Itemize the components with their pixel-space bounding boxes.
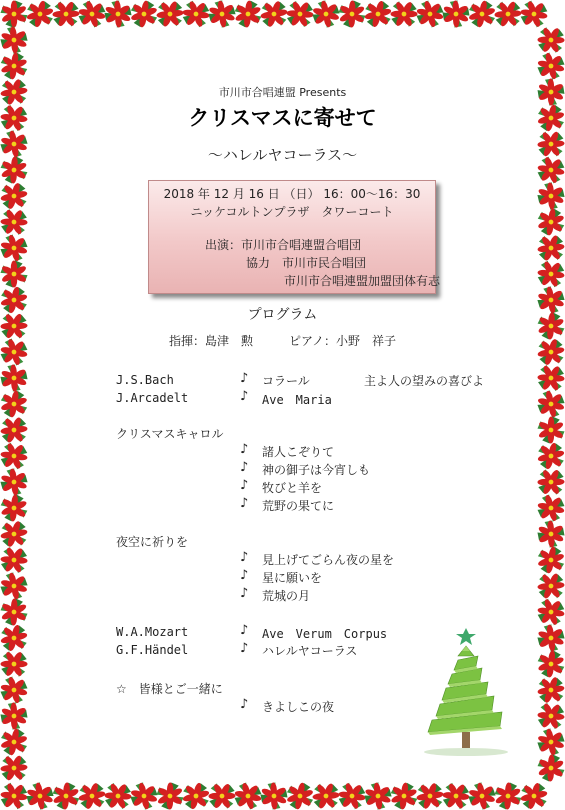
program-song-title: 見上げてごらん夜の星を <box>262 553 395 567</box>
poinsettia-icon <box>532 619 565 657</box>
poinsettia-icon <box>532 177 565 215</box>
music-note-icon: ♪ <box>240 442 249 457</box>
poinsettia-icon <box>0 203 33 240</box>
organizer-line: 市川市合唱連盟 Presents <box>218 86 347 99</box>
program-heading: プログラム <box>247 307 318 323</box>
poinsettia-icon <box>257 0 292 31</box>
poinsettia-icon <box>233 0 263 29</box>
program-left-label: 夜空に祈りを <box>116 535 189 549</box>
poinsettia-icon <box>466 0 498 30</box>
poinsettia-icon <box>75 779 109 810</box>
poinsettia-icon <box>152 0 188 32</box>
poinsettia-icon <box>0 0 27 27</box>
poinsettia-icon <box>0 493 29 523</box>
poinsettia-icon <box>333 777 371 810</box>
cooperation-line: 協力 市川市民合唱団 <box>246 256 367 270</box>
poinsettia-icon <box>0 726 30 758</box>
poinsettia-icon <box>532 515 565 552</box>
music-note-icon: ♪ <box>240 697 249 712</box>
poinsettia-icon <box>389 781 419 810</box>
poinsettia-icon <box>494 782 522 810</box>
poinsettia-icon <box>359 777 397 810</box>
poinsettia-icon <box>533 230 565 266</box>
poinsettia-icon <box>490 0 526 32</box>
poinsettia-icon <box>308 778 344 810</box>
cooperation-line-2: 市川市合唱連盟加盟団体有志 <box>284 274 441 288</box>
poinsettia-icon <box>537 754 565 782</box>
poinsettia-icon <box>0 260 27 287</box>
music-note-icon: ♪ <box>240 478 249 493</box>
music-note-icon: ♪ <box>240 568 249 583</box>
poinsettia-icon <box>0 750 32 786</box>
program-song-title: Ave Maria <box>262 393 332 407</box>
christmas-tree-icon <box>418 622 523 757</box>
event-datetime: 2018 年 12 月 16 日 （日） 16：00～16：30 <box>163 187 421 201</box>
poinsettia-icon <box>535 206 565 237</box>
poinsettia-icon <box>338 0 366 28</box>
poinsettia-icon <box>532 723 565 761</box>
event-venue: ニッケコルトンプラザ タワーコート <box>190 205 394 219</box>
poinsettia-icon <box>0 777 33 810</box>
poinsettia-icon <box>535 544 565 576</box>
poinsettia-icon <box>0 437 33 475</box>
poinsettia-icon <box>517 779 551 810</box>
music-note-icon: ♪ <box>240 641 249 656</box>
program-song-title: コラール <box>262 374 310 388</box>
poinsettia-icon <box>0 671 33 709</box>
program-song-title: 荒城の月 <box>262 589 311 603</box>
poinsettia-icon <box>361 0 395 31</box>
program-song-title: Ave Verum Corpus <box>262 627 388 641</box>
poinsettia-icon <box>0 541 33 579</box>
poinsettia-icon <box>51 781 80 810</box>
performer-line: 出演：市川市合唱連盟合唱団 <box>205 238 362 252</box>
program-song-title: 荒野の果てに <box>262 499 335 513</box>
program-left-label: ☆ 皆様とご一緒に <box>116 682 223 696</box>
poinsettia-icon <box>533 568 565 604</box>
poinsettia-icon <box>0 179 31 213</box>
poinsettia-icon <box>156 782 184 810</box>
poinsettia-icon <box>537 416 565 444</box>
poinsettia-icon <box>0 517 31 552</box>
poinsettia-icon <box>0 598 28 626</box>
music-note-icon: ♪ <box>240 496 249 511</box>
music-note-icon: ♪ <box>240 371 249 386</box>
poinsettia-icon <box>0 412 32 448</box>
program-left-label: W.A.Mozart <box>116 625 189 639</box>
music-note-icon: ♪ <box>240 460 249 475</box>
program-song-title: 星に願いを <box>262 571 323 585</box>
poinsettia-icon <box>24 0 57 30</box>
poinsettia-icon <box>307 0 345 33</box>
subtitle: ～ハレルヤコーラス～ <box>207 146 358 164</box>
poinsettia-icon <box>179 779 212 810</box>
program-song-title: きよしこの夜 <box>262 700 335 714</box>
poinsettia-icon <box>0 645 33 682</box>
poinsettia-icon <box>515 0 553 33</box>
poinsettia-icon <box>284 780 316 810</box>
page-title: クリスマスに寄せて <box>188 106 377 130</box>
poinsettia-icon <box>534 439 565 472</box>
program-left-label: J.S.Bach <box>116 373 174 387</box>
program-left-label: J.Arcadelt <box>116 391 189 405</box>
program-left-label: クリスマスキャロル <box>116 427 224 441</box>
music-note-icon: ♪ <box>240 623 249 638</box>
staff-line: 指揮：島津 勲 ピアノ：小野 祥子 <box>168 334 397 348</box>
music-note-icon: ♪ <box>240 389 249 404</box>
poinsettia-icon <box>536 649 565 679</box>
program-song-subtitle: 主よ人の望みの喜びよ <box>364 374 485 388</box>
poinsettia-icon <box>0 51 29 82</box>
music-note-icon: ♪ <box>240 550 249 565</box>
program-song-title: 牧びと羊を <box>262 481 323 495</box>
poinsettia-icon <box>0 621 31 655</box>
poinsettia-icon <box>533 672 565 707</box>
poinsettia-icon <box>0 388 30 419</box>
poinsettia-icon <box>229 777 267 810</box>
music-note-icon: ♪ <box>240 586 249 601</box>
poinsettia-icon <box>532 385 565 423</box>
program-song-title: ハレルヤコーラス <box>262 644 358 658</box>
program-song-title: 神の御子は今宵しも <box>262 463 371 477</box>
program-song-title: 諸人こぞりて <box>262 445 335 459</box>
poinsettia-icon <box>128 0 159 30</box>
poinsettia-icon <box>412 778 447 810</box>
event-info-box <box>148 180 441 294</box>
program-left-label: G.F.Händel <box>116 643 189 657</box>
